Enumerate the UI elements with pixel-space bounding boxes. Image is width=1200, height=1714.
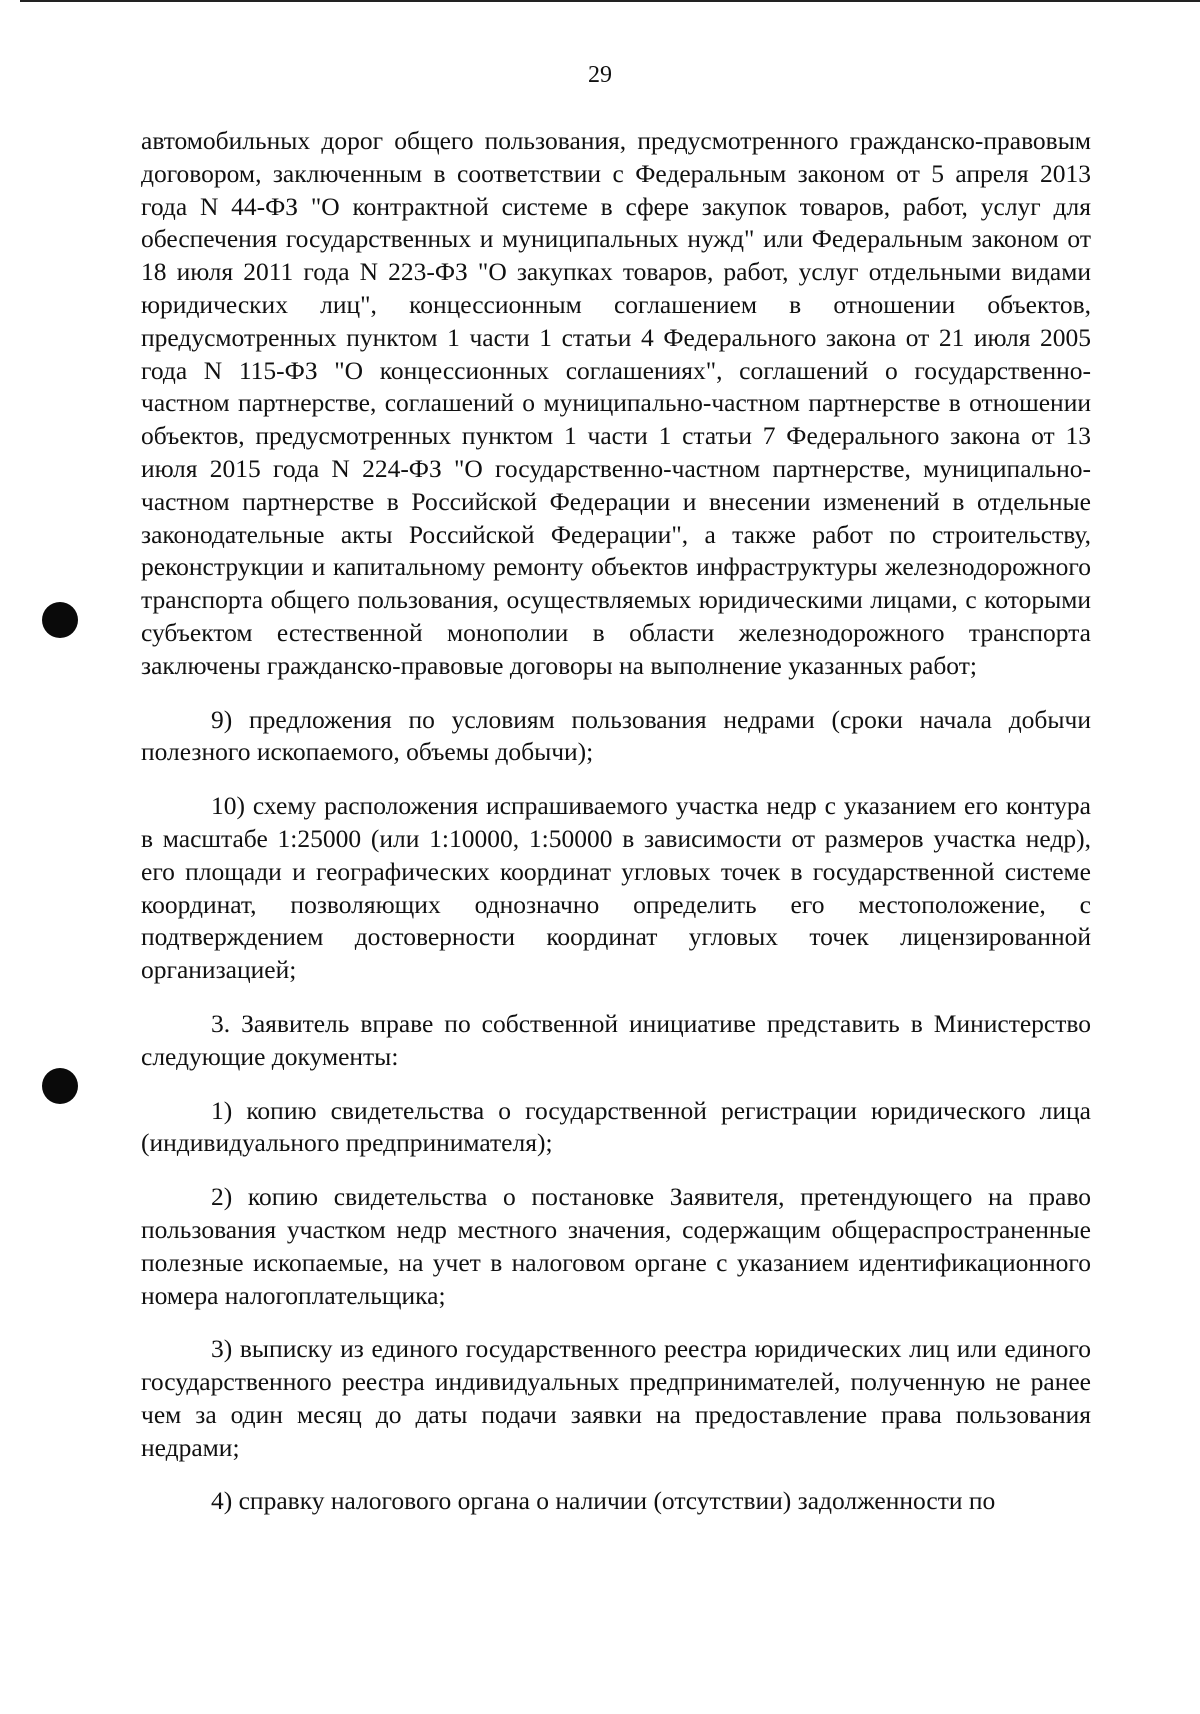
- paragraph-item-1: 1) копию свидетельства о государственной регистрации юридического лица (индивидуального предпринимателя);: [141, 1095, 1091, 1158]
- paragraph-item-4: 4) справку налогового органа о наличии (отсутствии) задолженности по: [211, 1486, 996, 1516]
- paragraph-section-3: 3. Заявитель вправе по собственной инициативе представить в Министерство следующие документы:: [141, 1008, 1091, 1071]
- page-number: 29: [588, 62, 612, 88]
- paragraph-item-3: 3) выписку из единого государственного реестра юридических лиц или единого государственного реестра индивидуальных предпринимателей, полученную не ранее чем за один месяц до даты подачи заявки на предоставление права пользования недрами;: [141, 1334, 1091, 1462]
- paragraph-item-2: 2) копию свидетельства о постановке Заявителя, претендующего на право пользования участком недр местного значения, содержащим общераспространенные полезные ископаемые, на учет в налоговом органе с указанием идентификационного номера налогоплательщика;: [141, 1182, 1091, 1310]
- paragraph-item-9: 9) предложения по условиям пользования недрами (сроки начала добычи полезного ископаемого, объемы добычи);: [141, 704, 1091, 767]
- paragraph-continuation: автомобильных дорог общего пользования, предусмотренного гражданско-правовым договором, заключенным в соответствии с Федеральным законом от 5 апреля 2013 года N 44-ФЗ "О контрактной системе в сфере закупок товаров, работ, услуг для обеспечения государственных и муниципальных нужд" или Федеральным законом от 18 июля 2011 года N 223-ФЗ "О закупках товаров, работ, услуг отдельными видами юридических лиц", концессионным соглашением в отношении объектов, предусмотренных пунктом 1 части 1 статьи 4 Федерального закона от 21 июля 2005 года N 115-ФЗ "О концессионных соглашениях", соглашений о государственно-частном партнерстве, соглашений о муниципально-частном партнерстве в отношении объектов, предусмотренных пунктом 1 части 1 статьи 7 Федерального закона от 13 июля 2015 года N 224-ФЗ "О государственно-частном партнерстве, муниципально-частном партнерстве в Российской Федерации и внесении изменений в отдельные законодательные акты Российской Федерации", а также работ по строительству, реконструкции и капитальному ремонту объектов инфраструктуры железнодорожного транспорта общего пользования, осуществляемых юридическими лицами, с которыми субъектом естественной монополии в области железнодорожного транспорта заключены гражданско-правовые договоры на выполнение указанных работ;: [141, 126, 1091, 680]
- page-top-border: [20, 0, 1200, 2]
- punch-hole-mark: [42, 1068, 78, 1104]
- document-body: [141, 125, 1091, 1518]
- punch-hole-mark: [42, 602, 78, 638]
- paragraph-item-10: 10) схему расположения испрашиваемого участка недр с указанием его контура в масштабе 1:25000 (или 1:10000, 1:50000 в зависимости от размеров участка недр), его площади и географических координат угловых точек в государственной системе координат, позволяющих однозначно определить его местоположение, с подтверждением достоверности координат угловых точек лицензированной организацией;: [141, 791, 1091, 985]
